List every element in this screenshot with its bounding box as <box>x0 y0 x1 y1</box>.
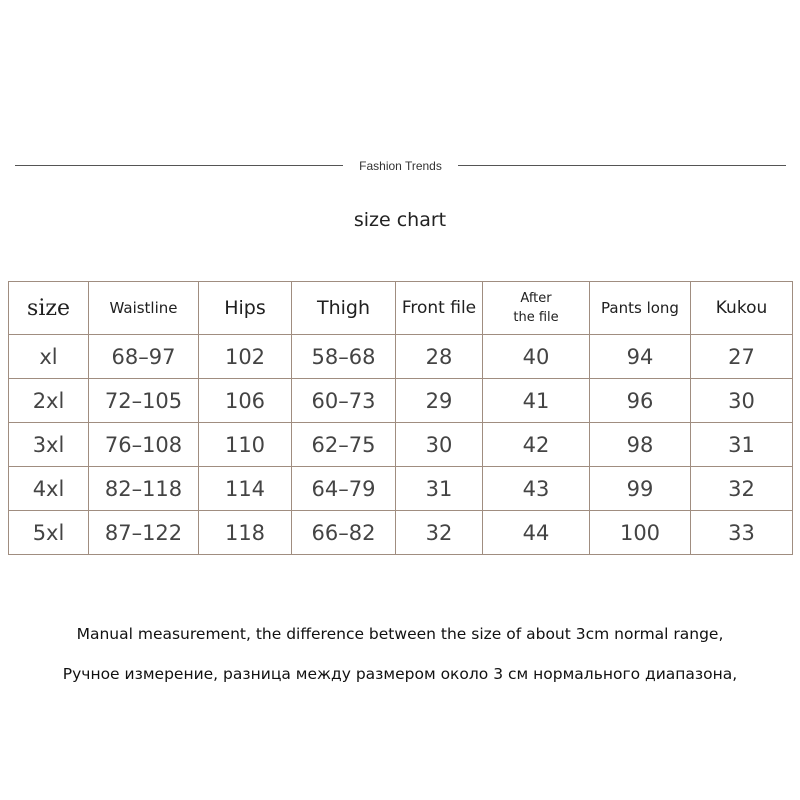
table-header-row <box>9 282 793 335</box>
cell-front-file: 30 <box>396 423 483 467</box>
cell-hips: 110 <box>199 423 292 467</box>
cell-kukou: 32 <box>691 467 793 511</box>
cell-hips: 106 <box>199 379 292 423</box>
header-after-the-file-line2: the file <box>513 310 559 325</box>
cell-hips: 118 <box>199 511 292 555</box>
cell-thigh: 58–68 <box>292 335 396 379</box>
cell-front-file: 31 <box>396 467 483 511</box>
header-after-the-file <box>483 282 590 335</box>
size-chart-table <box>8 281 793 555</box>
cell-kukou: 30 <box>691 379 793 423</box>
cell-after-the-file: 41 <box>483 379 590 423</box>
cell-waistline: 68–97 <box>89 335 199 379</box>
header-label: Fashion Trends <box>359 159 442 173</box>
cell-waistline: 72–105 <box>89 379 199 423</box>
cell-waistline: 76–108 <box>89 423 199 467</box>
cell-front-file: 28 <box>396 335 483 379</box>
cell-after-the-file: 42 <box>483 423 590 467</box>
cell-thigh: 64–79 <box>292 467 396 511</box>
cell-thigh: 60–73 <box>292 379 396 423</box>
header-after-the-file-line1: After <box>520 291 552 306</box>
cell-kukou: 31 <box>691 423 793 467</box>
header-size: size <box>9 282 89 335</box>
cell-pants-long: 100 <box>590 511 691 555</box>
cell-size: 3xl <box>9 423 89 467</box>
header-rule-right <box>458 165 786 166</box>
cell-pants-long: 98 <box>590 423 691 467</box>
cell-waistline: 87–122 <box>89 511 199 555</box>
table-row <box>9 335 793 379</box>
cell-hips: 114 <box>199 467 292 511</box>
cell-after-the-file: 44 <box>483 511 590 555</box>
header-kukou: Kukou <box>691 282 793 335</box>
header-front-file: Front file <box>396 282 483 335</box>
cell-front-file: 32 <box>396 511 483 555</box>
cell-pants-long: 96 <box>590 379 691 423</box>
note-russian: Ручное измерение, разница между размером около 3 см нормального диапазона, <box>62 665 738 683</box>
header-waistline: Waistline <box>89 282 199 335</box>
header-rule-left <box>15 165 343 166</box>
table-row <box>9 511 793 555</box>
note-english: Manual measurement, the difference between the size of about 3cm normal range, <box>76 625 724 643</box>
cell-front-file: 29 <box>396 379 483 423</box>
table-row <box>9 423 793 467</box>
cell-kukou: 33 <box>691 511 793 555</box>
cell-size: 4xl <box>9 467 89 511</box>
cell-pants-long: 99 <box>590 467 691 511</box>
cell-after-the-file: 40 <box>483 335 590 379</box>
header-hips: Hips <box>199 282 292 335</box>
cell-waistline: 82–118 <box>89 467 199 511</box>
cell-size: 5xl <box>9 511 89 555</box>
cell-thigh: 62–75 <box>292 423 396 467</box>
header-pants-long: Pants long <box>590 282 691 335</box>
table-row <box>9 379 793 423</box>
cell-size: xl <box>9 335 89 379</box>
cell-kukou: 27 <box>691 335 793 379</box>
header-thigh: Thigh <box>292 282 396 335</box>
cell-hips: 102 <box>199 335 292 379</box>
cell-size: 2xl <box>9 379 89 423</box>
cell-thigh: 66–82 <box>292 511 396 555</box>
cell-pants-long: 94 <box>590 335 691 379</box>
page-title: size chart <box>353 209 447 231</box>
table-row <box>9 467 793 511</box>
cell-after-the-file: 43 <box>483 467 590 511</box>
